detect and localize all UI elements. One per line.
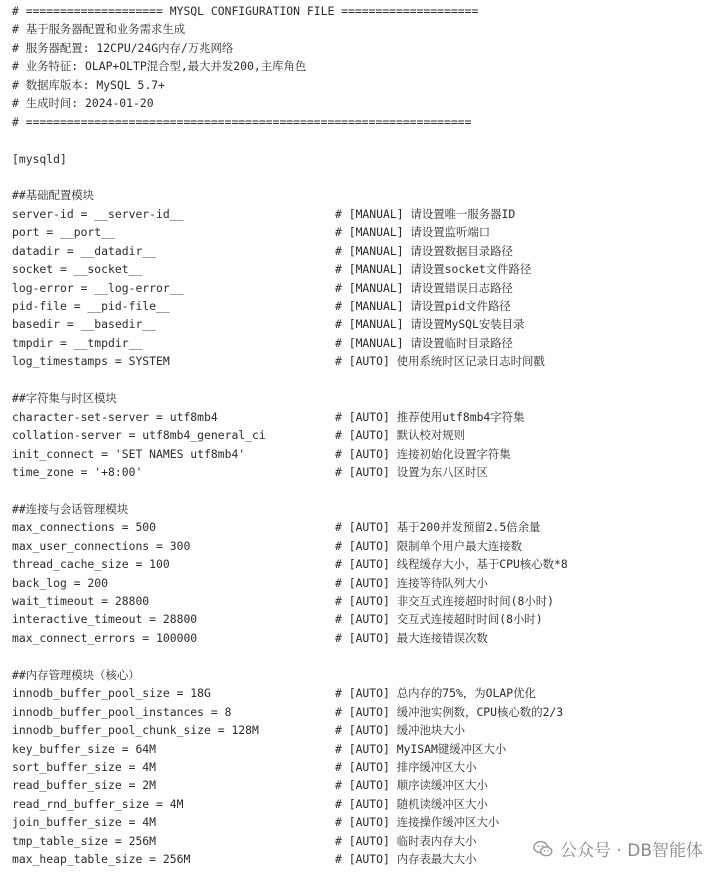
header-line: # 服务器配置: 12CPU/24G内存/万兆网络 (12, 40, 234, 55)
config-key: innodb_buffer_pool_instances = 8 (12, 704, 232, 719)
config-key: wait_timeout = 28800 (12, 594, 150, 608)
module-title: ##内存管理模块（核心） (12, 667, 140, 682)
module-title: ##字符集与时区模块 (12, 391, 117, 406)
config-comment: # [MANUAL] 请设置监听端口 (335, 225, 491, 240)
config-comment: # [AUTO] 最大连接错误次数 (335, 630, 488, 645)
config-key: time_zone = '+8:00' (12, 464, 143, 479)
config-key: server-id = __server-id__ (12, 206, 184, 221)
config-comment: # [AUTO] 线程缓存大小，基于CPU核心数*8 (335, 557, 568, 572)
config-line (12, 352, 725, 370)
config-file-text (12, 2, 725, 869)
config-comment: # [AUTO] 排序缓冲区大小 (335, 759, 477, 774)
config-line (12, 610, 725, 628)
config-comment: # [MANUAL] 请设置MySQL安装目录 (335, 317, 525, 332)
config-key: datadir = __datadir__ (12, 243, 157, 258)
config-key: innodb_buffer_pool_chunk_size = 128M (12, 723, 259, 738)
config-key: tmp_table_size = 256M (12, 833, 157, 848)
config-key: basedir = __basedir__ (12, 317, 157, 332)
config-key: pid-file = __pid-file__ (12, 299, 170, 313)
config-comment: # [AUTO] 推荐使用utf8mb4字符集 (335, 409, 525, 424)
config-comment: # [MANUAL] 请设置临时目录路径 (335, 335, 513, 350)
config-key: tmpdir = __tmpdir__ (12, 335, 143, 350)
config-comment: # [AUTO] 临时表内存大小 (335, 833, 477, 848)
config-comment: # [AUTO] 使用系统时区记录日志时间戳 (335, 354, 545, 369)
config-key: max_connections = 500 (12, 520, 157, 535)
config-comment: # [AUTO] 非交互式连接超时时间(8小时) (335, 594, 554, 608)
config-key: log-error = __log-error__ (12, 280, 184, 295)
config-comment: # [AUTO] 顺序读缓冲区大小 (335, 778, 488, 793)
config-key: join_buffer_size = 4M (12, 815, 157, 830)
config-line (12, 445, 725, 463)
config-line (12, 776, 725, 794)
config-line (12, 740, 725, 758)
config-comment: # [AUTO] 限制单个用户最大连接数 (335, 538, 523, 553)
config-key: max_heap_table_size = 256M (12, 852, 191, 867)
config-line (12, 408, 725, 426)
config-line (12, 703, 725, 721)
config-line (12, 537, 725, 555)
config-key: log_timestamps = SYSTEM (12, 354, 170, 369)
config-key: read_rnd_buffer_size = 4M (12, 796, 184, 811)
config-comment: # [AUTO] 缓冲池实例数，CPU核心数的2/3 (335, 704, 564, 719)
config-line (12, 518, 725, 536)
config-comment: # [MANUAL] 请设置pid文件路径 (335, 299, 511, 313)
config-comment: # [AUTO] 连接初始化设置字符集 (335, 446, 511, 461)
config-key: init_connect = 'SET NAMES utf8mb4' (12, 446, 246, 461)
config-line (12, 592, 725, 610)
config-comment: # [AUTO] 交互式连接超时时间(8小时) (335, 612, 543, 627)
section-header: [mysqld] (12, 151, 67, 166)
config-comment: # [AUTO] 随机读缓冲区大小 (335, 796, 488, 811)
config-comment: # [AUTO] 连接操作缓冲区大小 (335, 815, 500, 830)
config-line (12, 463, 725, 481)
config-key: interactive_timeout = 28800 (12, 612, 198, 627)
config-line (12, 223, 725, 241)
config-key: character-set-server = utf8mb4 (12, 409, 218, 424)
config-line (12, 297, 725, 315)
config-comment: # [AUTO] 基于200并发预留2.5倍余量 (335, 520, 541, 535)
config-line (12, 555, 725, 573)
config-key: socket = __socket__ (12, 262, 143, 277)
config-line (12, 721, 725, 739)
config-line (12, 242, 725, 260)
config-line (12, 260, 725, 278)
config-comment: # [MANUAL] 请设置数据目录路径 (335, 243, 513, 258)
config-line (12, 813, 725, 831)
config-line (12, 279, 725, 297)
config-comment: # [AUTO] 内存表最大大小 (335, 852, 477, 867)
config-comment: # [AUTO] 总内存的75%，为OLAP优化 (335, 686, 536, 701)
config-line (12, 574, 725, 592)
header-line: # ==================== MYSQL CONFIGURATION FILE ==================== (12, 4, 479, 18)
header-line: # 数据库版本: MySQL 5.7+ (12, 77, 165, 92)
config-line (12, 315, 725, 333)
config-key: max_connect_errors = 100000 (12, 630, 198, 645)
config-comment: # [MANUAL] 请设置唯一服务器ID (335, 206, 516, 221)
config-comment: # [AUTO] 连接等待队列大小 (335, 575, 488, 590)
config-line (12, 629, 725, 647)
config-line (12, 334, 725, 352)
module-title: ##连接与会话管理模块 (12, 501, 129, 516)
config-key: sort_buffer_size = 4M (12, 759, 157, 774)
config-key: port = __port__ (12, 225, 115, 240)
header-line: # ================================================================= (12, 114, 472, 129)
config-key: thread_cache_size = 100 (12, 557, 170, 572)
config-line (12, 205, 725, 223)
watermark-text: 公众号 · DB智能体 (560, 841, 703, 861)
module-title: ##基础配置模块 (12, 188, 95, 203)
config-line (12, 426, 725, 444)
header-line: # 业务特征: OLAP+OLTP混合型,最大并发200,主库角色 (12, 59, 307, 74)
config-key: read_buffer_size = 2M (12, 778, 157, 793)
config-comment: # [MANUAL] 请设置socket文件路径 (335, 262, 532, 277)
config-key: back_log = 200 (12, 575, 109, 590)
header-line: # 基于服务器配置和业务需求生成 (12, 22, 186, 37)
config-comment: # [MANUAL] 请设置错误日志路径 (335, 280, 513, 295)
wechat-icon (532, 838, 554, 860)
config-line (12, 795, 725, 813)
config-comment: # [AUTO] 缓冲池块大小 (335, 723, 466, 738)
config-key: collation-server = utf8mb4_general_ci (12, 428, 266, 443)
watermark (532, 836, 703, 861)
config-key: max_user_connections = 300 (12, 538, 191, 553)
config-comment: # [AUTO] 设置为东八区时区 (335, 464, 488, 479)
config-comment: # [AUTO] 默认校对规则 (335, 428, 466, 443)
header-line: # 生成时间: 2024-01-20 (12, 96, 154, 111)
config-comment: # [AUTO] MyISAM键缓冲区大小 (335, 741, 507, 756)
config-key: key_buffer_size = 64M (12, 741, 157, 756)
config-line (12, 684, 725, 702)
config-line (12, 758, 725, 776)
config-key: innodb_buffer_pool_size = 18G (12, 686, 211, 701)
